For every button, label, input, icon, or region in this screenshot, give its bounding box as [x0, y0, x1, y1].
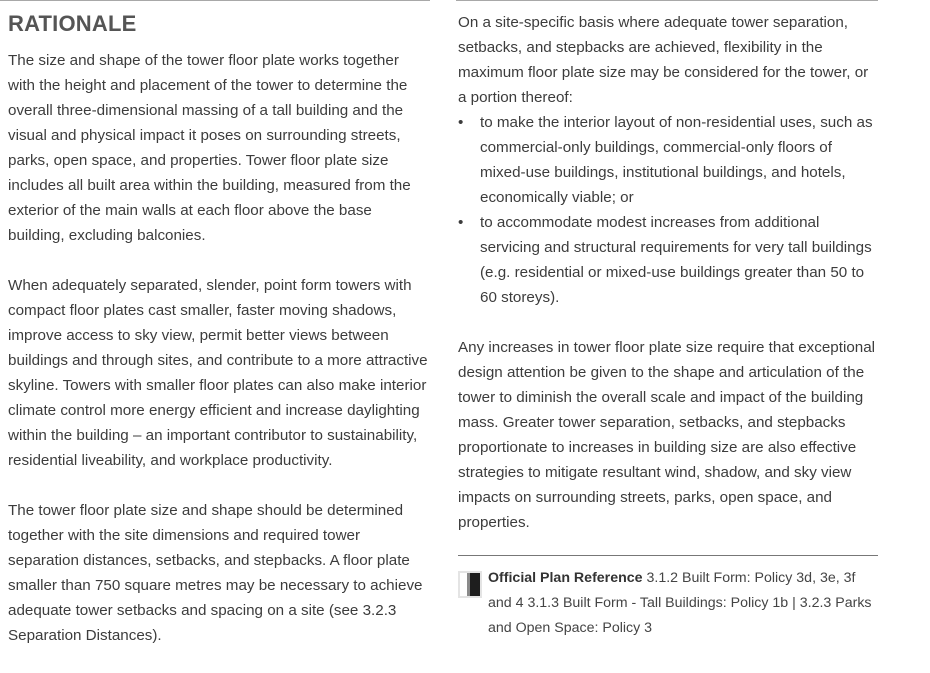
- bullet-icon: •: [458, 114, 464, 131]
- closing-paragraph: Any increases in tower floor plate size require that exceptional design attention be given to the shape and articulation of the tower to diminish the overall scale and impact of the building mass. Greater tower separation, setbacks, and stepbacks proportionate to increases in building size are also effective strategies to mitigate resultant wind, shadow, and sky view impacts on surrounding streets, parks, open space, and properties.: [458, 339, 876, 531]
- list-item-text: to make the interior layout of non-residential uses, such as commercial-only buildings, commercial-only floors of mixed-use buildings, institutional buildings, and hotels, economically viable; or: [480, 114, 873, 206]
- bullet-icon: •: [458, 214, 464, 231]
- list-item: [458, 110, 878, 210]
- official-plan-reference: [458, 566, 878, 641]
- flexibility-column: [458, 10, 878, 641]
- list-item-text: to accommodate modest increases from additional servicing and structural requirements for very tall buildings (e.g. residential or mixed-use buildings greater than 50 to 60 storeys).: [480, 214, 872, 306]
- top-divider-left: [0, 0, 430, 1]
- section-heading: RATIONALE: [8, 11, 137, 36]
- rationale-paragraph-2: When adequately separated, slender, point form towers with compact floor plates cast smaller, faster moving shadows, improve access to sky view, permit better views between buildings and through sites, and contribute to a more attractive skyline. Towers with smaller floor plates can also make interior climate control more energy efficient and increase daylighting within the building – an important contributor to sustainability, residential liveability, and workplace productivity.: [8, 277, 428, 469]
- reference-title: Official Plan Reference: [488, 570, 643, 586]
- rationale-paragraph-1: The size and shape of the tower floor plate works together with the height and placement of the tower to determine the overall three-dimensional massing of a tall building and the visual and physical impact it poses on surrounding streets, parks, open space, and properties. Tower floor plate size includes all built area within the building, measured from the exterior of the main walls at each floor above the base building, excluding balconies.: [8, 52, 411, 244]
- top-divider-right: [456, 0, 878, 1]
- rationale-column: [8, 10, 430, 673]
- flexibility-list: [458, 110, 878, 310]
- flexibility-intro: On a site-specific basis where adequate tower separation, setbacks, and stepbacks are achieved, flexibility in the maximum floor plate size may be considered for the tower, or a portion thereof:: [458, 14, 869, 106]
- reference-divider: [458, 555, 878, 556]
- rationale-paragraph-3: The tower floor plate size and shape should be determined together with the site dimensions and required tower separation distances, setbacks, and stepbacks. A floor plate smaller than 750 square metres may be necessary to achieve adequate tower setbacks and spacing on a site (see 3.2.3 Separation Distances).: [8, 502, 423, 644]
- list-item: [458, 210, 878, 310]
- book-icon: [458, 571, 482, 598]
- reference-text: 3.1.2 Built Form: Policy 3d, 3e, 3f and 4 3.1.3 Built Form - Tall Buildings: Policy 1b | 3.2.3 Parks and Open Space: Policy 3: [488, 570, 872, 636]
